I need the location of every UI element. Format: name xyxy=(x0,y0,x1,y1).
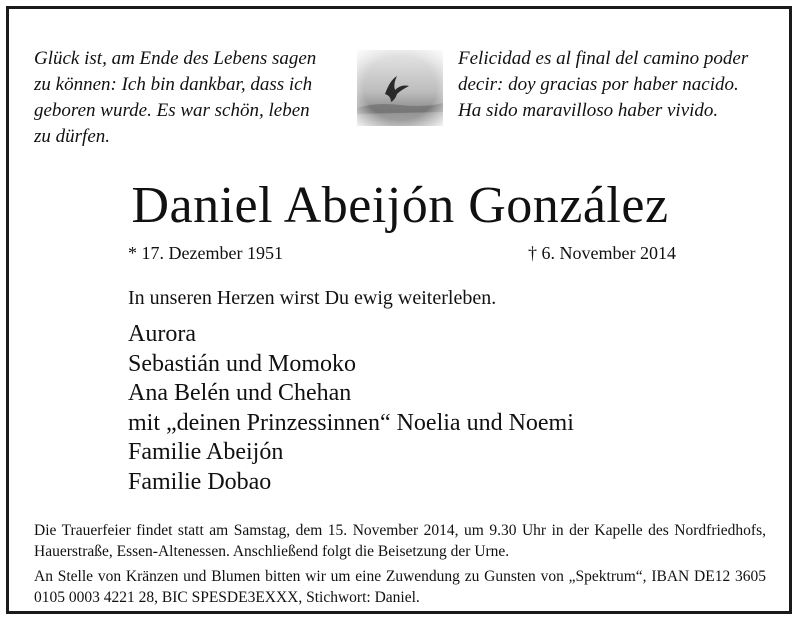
motto-line: In unseren Herzen wirst Du ewig weiterleben. xyxy=(128,287,497,309)
family-member: Sebastián und Momoko xyxy=(128,350,356,377)
family-member: Familie Dobao xyxy=(128,468,272,495)
family-member: mit „deinen Prinzessinnen“ Noelia und Noemi xyxy=(128,409,574,436)
seagull-icon xyxy=(357,50,443,126)
seagull-photo xyxy=(357,50,443,126)
quote-german: Glück ist, am Ende des Lebens sagen zu können: Ich bin dankbar, dass ich geboren wurde. Es war schön, leben zu dürfen. xyxy=(34,48,317,147)
family-member: Aurora xyxy=(128,321,196,347)
quote-spanish: Felicidad es al final del camino poder decir: doy gracias por haber nacido. Ha sido maravilloso haber vivido. xyxy=(458,48,749,121)
death-date: † 6. November 2014 xyxy=(528,243,676,263)
family-member: Ana Belén und Chehan xyxy=(128,380,352,407)
deceased-name: Daniel Abeijón González xyxy=(131,177,669,234)
birth-date: * 17. Dezember 1951 xyxy=(128,243,283,263)
family-member: Familie Abeijón xyxy=(128,439,284,466)
donation-notice: An Stelle von Kränzen und Blumen bitten wir um eine Zuwendung zu Gunsten von „Spektrum“, IBAN DE12 3605 0105 0003 4221 28, BIC SPESDE3EXXX, Stichwort: Daniel. xyxy=(34,568,766,606)
ceremony-notice: Die Trauerfeier findet statt am Samstag, dem 15. November 2014, um 9.30 Uhr in der Kapelle des Nordfriedhofs, Hauerstraße, Essen-Altenessen. Anschließend folgt die Beisetzung der Urne. xyxy=(34,522,766,560)
family-list xyxy=(128,320,574,498)
